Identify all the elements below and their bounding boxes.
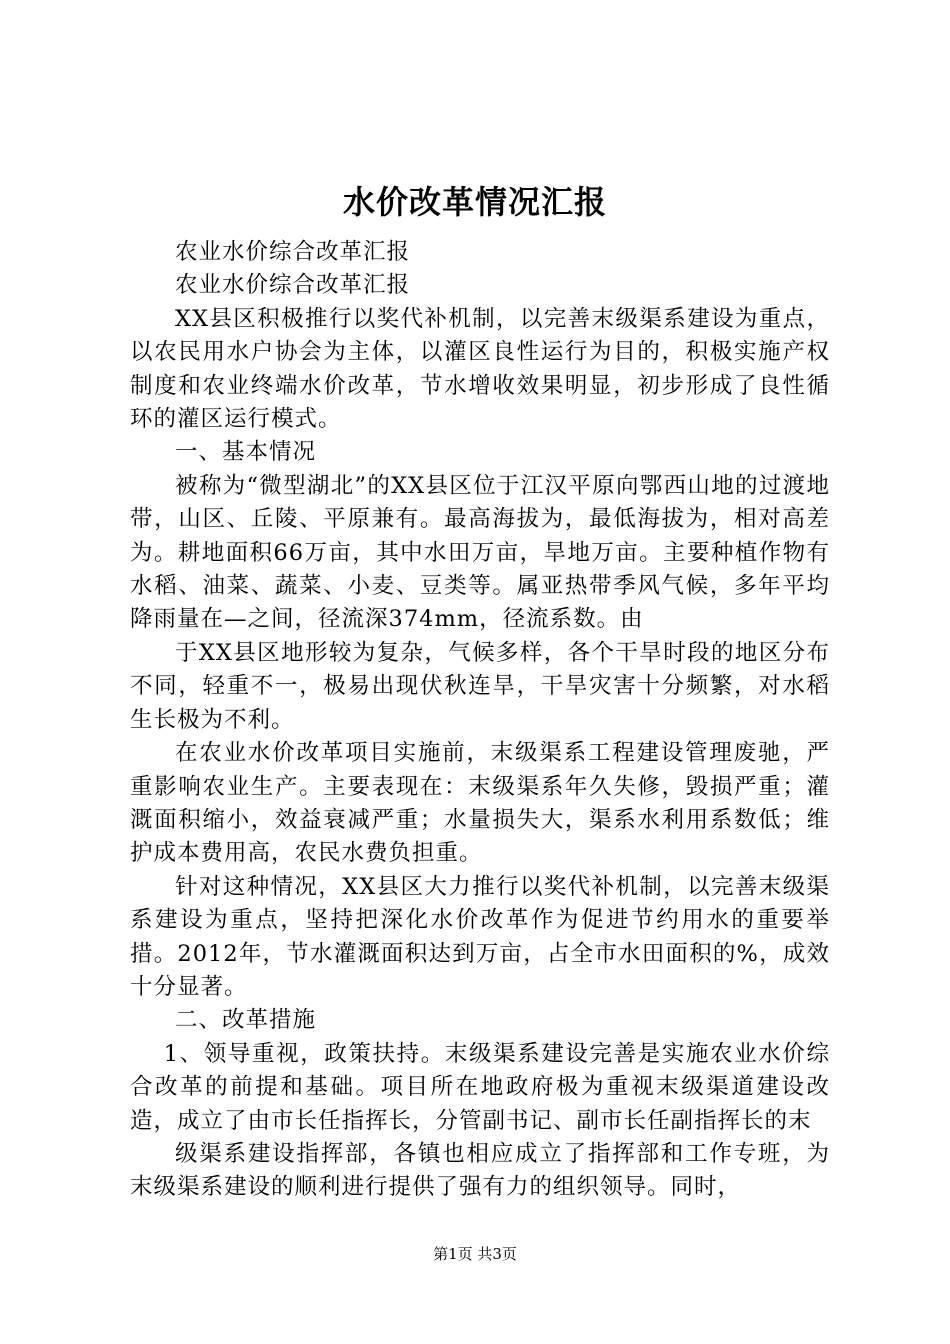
paragraph: 农业水价综合改革汇报 xyxy=(175,239,411,265)
section-heading: 二、改革措施 xyxy=(175,1007,317,1034)
document-title: 水价改革情况汇报 xyxy=(342,183,607,221)
paragraph: 在农业水价改革项目实施前，末级渠系工程建设管理废驰，严重影响农业生产。主要表现在：末级渠系年久失修，毁损严重；灌溉面积缩小，效益衰减严重；水量损失大，渠系水利用系数低；维护成本费用高，农民水费负担重。 xyxy=(130,740,830,867)
paragraph: 于XX县区地形较为复杂，气候多样，各个干旱时段的地区分布不同，轻重不一，极易出现伏秋连旱，干旱灾害十分频繁，对水稻生长极为不利。 xyxy=(130,639,830,733)
document-body xyxy=(130,236,830,1205)
paragraph: 针对这种情况，XX县区大力推行以奖代补机制，以完善末级渠系建设为重点，坚持把深化水价改革作为促进节约用水的重要举措。2012年，节水灌溉面积达到万亩，占全市水田面积的%，成效十分显著。 xyxy=(130,873,830,1000)
paragraph: XX县区积极推行以奖代补机制，以完善末级渠系建设为重点，以农民用水户协会为主体，以灌区良性运行为目的，积极实施产权制度和农业终端水价改革，节水增收效果明显，初步形成了良性循环的灌区运行模式。 xyxy=(130,305,830,433)
page-footer: 第1页 共3页 xyxy=(433,1245,517,1263)
paragraph: 被称为“微型湖北”的XX县区位于江汉平原向鄂西山地的过渡地带，山区、丘陵、平原兼有。最高海拔为，最低海拔为，相对高差为。耕地面积66万亩，其中水田万亩，旱地万亩。主要种植作物有水稻、油菜、蔬菜、小麦、豆类等。属亚热带季风气候，多年平均降雨量在—之间，径流深374mm，径流系数。由 xyxy=(130,472,830,633)
paragraph: 级渠系建设指挥部，各镇也相应成立了指挥部和工作专班，为末级渠系建设的顺利进行提供了强有力的组织领导。同时， xyxy=(130,1140,830,1201)
paragraph: 农业水价综合改革汇报 xyxy=(175,272,411,299)
paragraph: 1、领导重视，政策扶持。末级渠系建设完善是实施农业水价综合改革的前提和基础。项目所在地政府极为重视末级渠道建设改造，成立了由市长任指挥长，分管副书记、副市长任副指挥长的末 xyxy=(130,1040,830,1134)
section-heading: 一、基本情况 xyxy=(175,439,317,466)
